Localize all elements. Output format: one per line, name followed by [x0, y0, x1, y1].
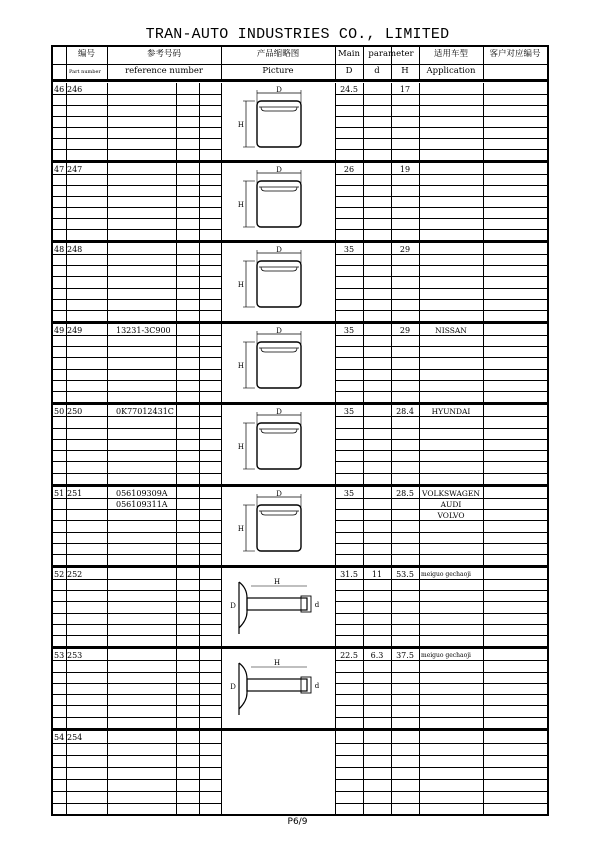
row-divider	[53, 127, 221, 128]
param-H: 28.4	[396, 407, 414, 416]
param-H: 29	[399, 326, 411, 335]
part-number: 246	[67, 85, 83, 94]
row-divider	[53, 767, 221, 768]
param-d	[363, 244, 391, 255]
row-divider	[53, 683, 221, 684]
application-vehicle: NISSAN	[435, 326, 467, 335]
row-divider	[335, 473, 547, 474]
tappet-drawing	[221, 405, 335, 484]
valve-pin-drawing	[221, 568, 335, 646]
row-divider	[53, 229, 221, 230]
part-number: 247	[67, 165, 83, 174]
param-H: 53.5	[396, 570, 414, 579]
row-divider	[53, 391, 221, 392]
application-vehicle: meiguo gechaoji	[421, 652, 471, 659]
param-D: 35	[343, 326, 355, 335]
row-divider	[335, 357, 547, 358]
param-d	[363, 406, 391, 417]
header-col-main: Main	[338, 49, 360, 59]
row-divider	[53, 803, 221, 804]
header-application: Application	[426, 66, 476, 76]
row-divider	[335, 803, 547, 804]
row-divider	[335, 590, 547, 591]
row-divider	[335, 428, 547, 429]
param-D	[335, 732, 363, 743]
header-H: H	[401, 66, 409, 76]
tappet-drawing	[221, 83, 335, 160]
row-divider	[335, 543, 547, 544]
param-d	[363, 84, 391, 95]
valve-pin-drawing	[221, 649, 335, 728]
row-divider	[53, 207, 221, 208]
row-divider	[335, 207, 547, 208]
row-divider	[53, 265, 221, 266]
row-divider	[335, 779, 547, 780]
row-divider	[53, 672, 221, 673]
row-divider	[335, 299, 547, 300]
row-divider	[53, 532, 221, 533]
param-H	[391, 732, 419, 743]
header-col-customer-no: 客户对应编号	[489, 49, 541, 59]
row-divider	[335, 532, 547, 533]
param-D: 35	[343, 407, 355, 416]
header-col-application-cn: 适用车型	[433, 49, 468, 59]
row-divider	[335, 346, 547, 347]
row-divider	[53, 635, 221, 636]
row-divider	[335, 624, 547, 625]
reference-number: 13231-3C900	[116, 326, 171, 335]
row-divider	[335, 601, 547, 602]
row-divider	[53, 64, 547, 65]
tappet-drawing	[221, 163, 335, 240]
row-divider	[335, 683, 547, 684]
row-divider	[335, 288, 547, 289]
param-d: 11	[371, 570, 383, 579]
row-divider	[335, 276, 547, 277]
param-H: 28.5	[396, 489, 414, 498]
row-divider	[335, 105, 547, 106]
page-number: P6/9	[287, 817, 308, 827]
row-divider	[53, 428, 221, 429]
row-divider	[335, 229, 547, 230]
item-index: 51	[54, 489, 65, 498]
svg-text:H: H	[237, 443, 244, 451]
item-index: 53	[54, 651, 65, 660]
row-divider	[335, 694, 547, 695]
row-divider	[335, 672, 547, 673]
tappet-drawing	[221, 324, 335, 402]
svg-text:D: D	[276, 86, 282, 94]
part-number: 253	[67, 651, 83, 660]
row-divider	[53, 79, 547, 82]
svg-text:D: D	[276, 246, 282, 254]
svg-text:D: D	[230, 683, 236, 691]
svg-text:D: D	[276, 327, 282, 335]
row-divider	[335, 127, 547, 128]
part-number: 254	[67, 733, 83, 742]
item-index: 52	[54, 570, 65, 579]
row-divider	[335, 554, 547, 555]
reference-number: 056109309A	[116, 489, 168, 498]
param-d	[363, 164, 391, 175]
row-divider	[335, 185, 547, 186]
item-index: 47	[54, 165, 65, 174]
svg-text:D: D	[276, 490, 282, 498]
svg-text:H: H	[237, 201, 244, 209]
reference-number: 0K77012431C	[116, 407, 174, 416]
row-divider	[335, 461, 547, 462]
application-vehicle: VOLVO	[437, 511, 465, 521]
row-divider	[53, 791, 221, 792]
part-number: 248	[67, 245, 83, 254]
header-d: d	[374, 66, 380, 76]
svg-text:H: H	[273, 578, 281, 586]
row-divider	[53, 310, 221, 311]
row-divider	[53, 728, 547, 731]
item-index: 46	[54, 85, 65, 94]
item-index: 54	[54, 733, 65, 742]
application-vehicle: AUDI	[440, 500, 462, 510]
row-divider	[335, 635, 547, 636]
param-D: 26	[343, 165, 355, 174]
row-divider	[335, 755, 547, 756]
svg-text:H: H	[237, 525, 244, 533]
svg-text:D: D	[276, 408, 282, 416]
row-divider	[335, 369, 547, 370]
row-divider	[53, 554, 221, 555]
application-vehicle: HYUNDAI	[431, 407, 471, 416]
param-d	[363, 488, 391, 499]
param-D: 35	[343, 245, 355, 254]
header-col-parameter: parameter	[368, 49, 414, 59]
param-d: 6.3	[370, 651, 384, 660]
row-divider	[335, 265, 547, 266]
row-divider	[53, 380, 221, 381]
svg-text:H: H	[237, 362, 244, 370]
row-divider	[53, 185, 221, 186]
item-index: 50	[54, 407, 65, 416]
row-divider	[335, 705, 547, 706]
param-D: 22.5	[340, 651, 358, 660]
row-divider	[53, 346, 221, 347]
svg-text:D: D	[230, 602, 236, 610]
row-divider	[53, 105, 221, 106]
row-divider	[53, 717, 221, 718]
row-divider	[335, 717, 547, 718]
row-divider	[335, 450, 547, 451]
row-divider	[53, 288, 221, 289]
param-H: 19	[399, 165, 411, 174]
row-divider	[53, 196, 221, 197]
application-vehicle: VOLKSWAGEN	[422, 489, 480, 498]
row-divider	[53, 369, 221, 370]
row-divider	[53, 743, 221, 744]
header-col-ref: 参考号码	[146, 49, 181, 59]
part-number: 249	[67, 326, 83, 335]
row-divider	[53, 218, 221, 219]
param-d	[363, 732, 391, 743]
row-divider	[53, 590, 221, 591]
row-divider	[53, 779, 221, 780]
param-D: 31.5	[340, 570, 358, 579]
row-divider	[335, 391, 547, 392]
row-divider	[53, 439, 221, 440]
row-divider	[335, 196, 547, 197]
parts-table	[51, 45, 549, 816]
header-reference-number: reference number	[125, 66, 203, 76]
row-divider	[335, 138, 547, 139]
row-divider	[335, 439, 547, 440]
column-divider	[221, 731, 222, 815]
item-index: 48	[54, 245, 65, 254]
row-divider	[53, 461, 221, 462]
row-divider	[335, 380, 547, 381]
part-number: 250	[67, 407, 83, 416]
tappet-drawing	[221, 243, 335, 321]
header-col-picture: 产品缩略图	[256, 49, 300, 59]
row-divider	[53, 601, 221, 602]
row-divider	[335, 791, 547, 792]
row-divider	[53, 543, 221, 544]
row-divider	[335, 613, 547, 614]
row-divider	[53, 138, 221, 139]
company-title: TRAN-AUTO INDUSTRIES CO., LIMITED	[145, 26, 450, 43]
row-divider	[53, 613, 221, 614]
row-divider	[53, 149, 221, 150]
part-number: 251	[67, 489, 83, 498]
row-divider	[53, 755, 221, 756]
svg-text:H: H	[273, 659, 281, 667]
header-col-no: 编号	[77, 49, 95, 59]
row-divider	[335, 743, 547, 744]
row-divider	[335, 310, 547, 311]
row-divider	[53, 473, 221, 474]
row-divider	[53, 116, 221, 117]
svg-text:d: d	[314, 682, 320, 690]
param-H: 29	[399, 245, 411, 254]
item-index: 49	[54, 326, 65, 335]
row-divider	[53, 450, 221, 451]
tappet-drawing	[221, 487, 335, 565]
row-divider	[53, 624, 221, 625]
param-d	[363, 325, 391, 336]
header-part-number: Part number	[69, 69, 101, 75]
row-divider	[53, 299, 221, 300]
part-number: 252	[67, 570, 83, 579]
row-divider	[53, 357, 221, 358]
row-divider	[335, 218, 547, 219]
param-H: 17	[399, 85, 411, 94]
row-divider	[335, 767, 547, 768]
param-D: 35	[343, 489, 355, 498]
row-divider	[53, 520, 221, 521]
param-H: 37.5	[396, 651, 414, 660]
row-divider	[53, 694, 221, 695]
svg-text:H: H	[237, 121, 244, 129]
row-divider	[335, 116, 547, 117]
row-divider	[335, 149, 547, 150]
application-vehicle: meiguo gechaoji	[421, 571, 471, 578]
svg-text:d: d	[314, 601, 320, 609]
reference-number: 056109311A	[116, 500, 168, 510]
param-D: 24.5	[340, 85, 358, 94]
svg-text:D: D	[276, 166, 282, 174]
row-divider	[53, 705, 221, 706]
svg-text:H: H	[237, 281, 244, 289]
header-picture: Picture	[262, 66, 294, 76]
header-D: D	[345, 66, 353, 76]
row-divider	[53, 276, 221, 277]
